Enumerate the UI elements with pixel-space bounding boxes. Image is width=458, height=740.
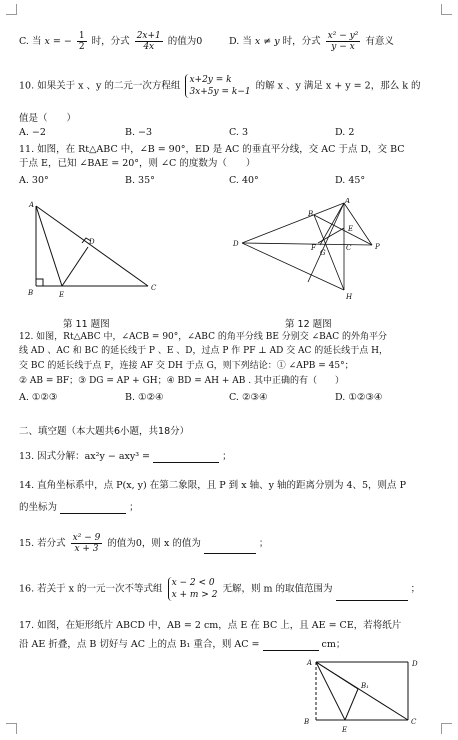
q12-line-1: 12. 如图，Rt△ABC 中，∠ACB = 90°，∠ABC 的角平分线 BE 分别交 ∠BAC 的外角平分 [19, 332, 388, 342]
q9-option-d: D. 当 x ≠ y 时，分式 $\frac{\text{x² − y²}}{y - x}$ 有意义 [229, 31, 394, 52]
q12-option-c: C. ②③④ [229, 392, 268, 403]
fig17-label-b: B [304, 718, 310, 726]
q10-stem: 10. 如果关于 x 、y 的二元一次方程组 x+2y = k 3x+5y = k−1 的解 x 、y 满足 x + y = 2，那么 k 的 [19, 75, 421, 97]
figure-11 [22, 196, 162, 302]
q12-line-4: ② AB = BF；③ DG = AP + GH；④ BD = AH + AB . 其中正确的有（ ） [19, 376, 344, 386]
q15-answer-blank[interactable] [204, 553, 256, 554]
q11-option-a: A. 30° [19, 175, 49, 186]
q10-equation-system: x+2y = k 3x+5y = k−1 [185, 74, 250, 98]
q9-option-c: C. 当 x = − $\frac{1}{2}$ 时，分式 $\frac{2x+1}{4x}$ 的值为0 [19, 31, 203, 52]
q11-line-1: 11. 如图，在 Rt△ABC 中，∠B = 90°，ED 是 AC 的垂直平分线，交 AC 于点 D，交 BC [19, 144, 405, 155]
fig12-label-p: P [375, 243, 380, 251]
fig11-label-c: C [151, 284, 157, 292]
q12-option-b: B. ①②④ [125, 392, 164, 403]
fig17-label-b1: B₁ [361, 682, 369, 690]
q11-option-c: C. 40° [229, 175, 259, 186]
q14-answer-blank[interactable] [60, 513, 126, 514]
fig12-label-b: B [308, 210, 314, 218]
q13-answer-blank[interactable] [153, 462, 219, 463]
q16-inequality-system: x − 2 < 0 x + m > 2 [168, 577, 218, 601]
q14-line-2: 的坐标为 ； [19, 502, 139, 513]
figure-12 [232, 198, 382, 304]
fig11-label-a: A [29, 201, 35, 209]
q12-line-3: 交 BC 的延长线于点 F，连接 AF 交 DH 于点 G，则下列结论：① ∠APB = 45°； [19, 361, 354, 371]
fig12-label-f: F [311, 244, 316, 252]
q11-line-2: 于点 E，已知 ∠BAE = 20°，则 ∠C 的度数为（ ） [19, 158, 256, 169]
fig12-label-c: C [346, 244, 352, 252]
figure-17 [298, 654, 428, 736]
fig17-label-c: C [411, 718, 417, 726]
crop-mark [441, 4, 452, 15]
q10-option-c: C. 3 [229, 127, 249, 138]
fig17-label-a: A [307, 659, 313, 667]
crop-mark [6, 723, 17, 734]
q12-option-a: A. ①②③ [19, 392, 58, 403]
crop-mark [6, 4, 17, 15]
q12-option-d: D. ①②③④ [335, 392, 383, 403]
q11-option-d: D. 45° [335, 175, 366, 186]
q12-line-2: 线 AD 、AC 和 BC 的延长线于 P 、E 、D，过点 P 作 PF ⊥ AD 交 AC 的延长线于点 H， [19, 346, 389, 356]
q17-line-2: 沿 AE 折叠，点 B 切好与 AC 上的点 B₁ 重合，则 AC = cm； [19, 639, 346, 650]
q16: 16. 若关于 x 的一元一次不等式组 x − 2 < 0 x + m > 2 无解，则 m 的取值范围为 ； [19, 578, 421, 600]
q17-answer-blank[interactable] [263, 650, 319, 651]
section-heading: 二、填空题（本大题共6小题，共18分） [19, 426, 190, 437]
fig11-label-d: D [89, 238, 95, 246]
q17-line-1: 17. 如图，在矩形纸片 ABCD 中，AB = 2 cm，点 E 在 BC 上，且 AE = CE，若将纸片 [19, 620, 402, 631]
q10-option-b: B. −3 [125, 127, 153, 138]
fig11-label-e: E [59, 291, 65, 299]
q10-option-d: D. 2 [335, 127, 355, 138]
fig17-label-d: D [412, 660, 418, 668]
fig17-label-e: E [342, 726, 348, 734]
crop-mark [441, 723, 452, 734]
q15: 15. 若分式 $\frac{\text{x² − 9}}{x + 3}$ 的值为0，则 x 的值为 ； [19, 533, 269, 554]
fig12-label-h: H [346, 293, 353, 301]
fig12-label-g: G [320, 249, 326, 257]
fig12-label-d: D [233, 240, 239, 248]
figure-11-caption: 第 11 题图 [63, 319, 110, 330]
q14-line-1: 14. 直角坐标系中，点 P(x, y) 在第二象限，且 P 到 x 轴、y 轴的距离分别为 4、5，则点 P [19, 480, 406, 491]
q11-option-b: B. 35° [125, 175, 155, 186]
q13: 13. 因式分解：ax²y − axy³ = ； [19, 451, 232, 462]
figure-12-caption: 第 12 题图 [285, 319, 332, 330]
q10-stem-cont: 值是（ ） [19, 113, 77, 124]
q10-option-a: A. −2 [19, 127, 46, 138]
fig11-label-b: B [28, 289, 34, 297]
fig12-label-a: A [345, 198, 351, 205]
q16-answer-blank[interactable] [336, 600, 408, 601]
fig12-label-e: E [348, 225, 354, 233]
